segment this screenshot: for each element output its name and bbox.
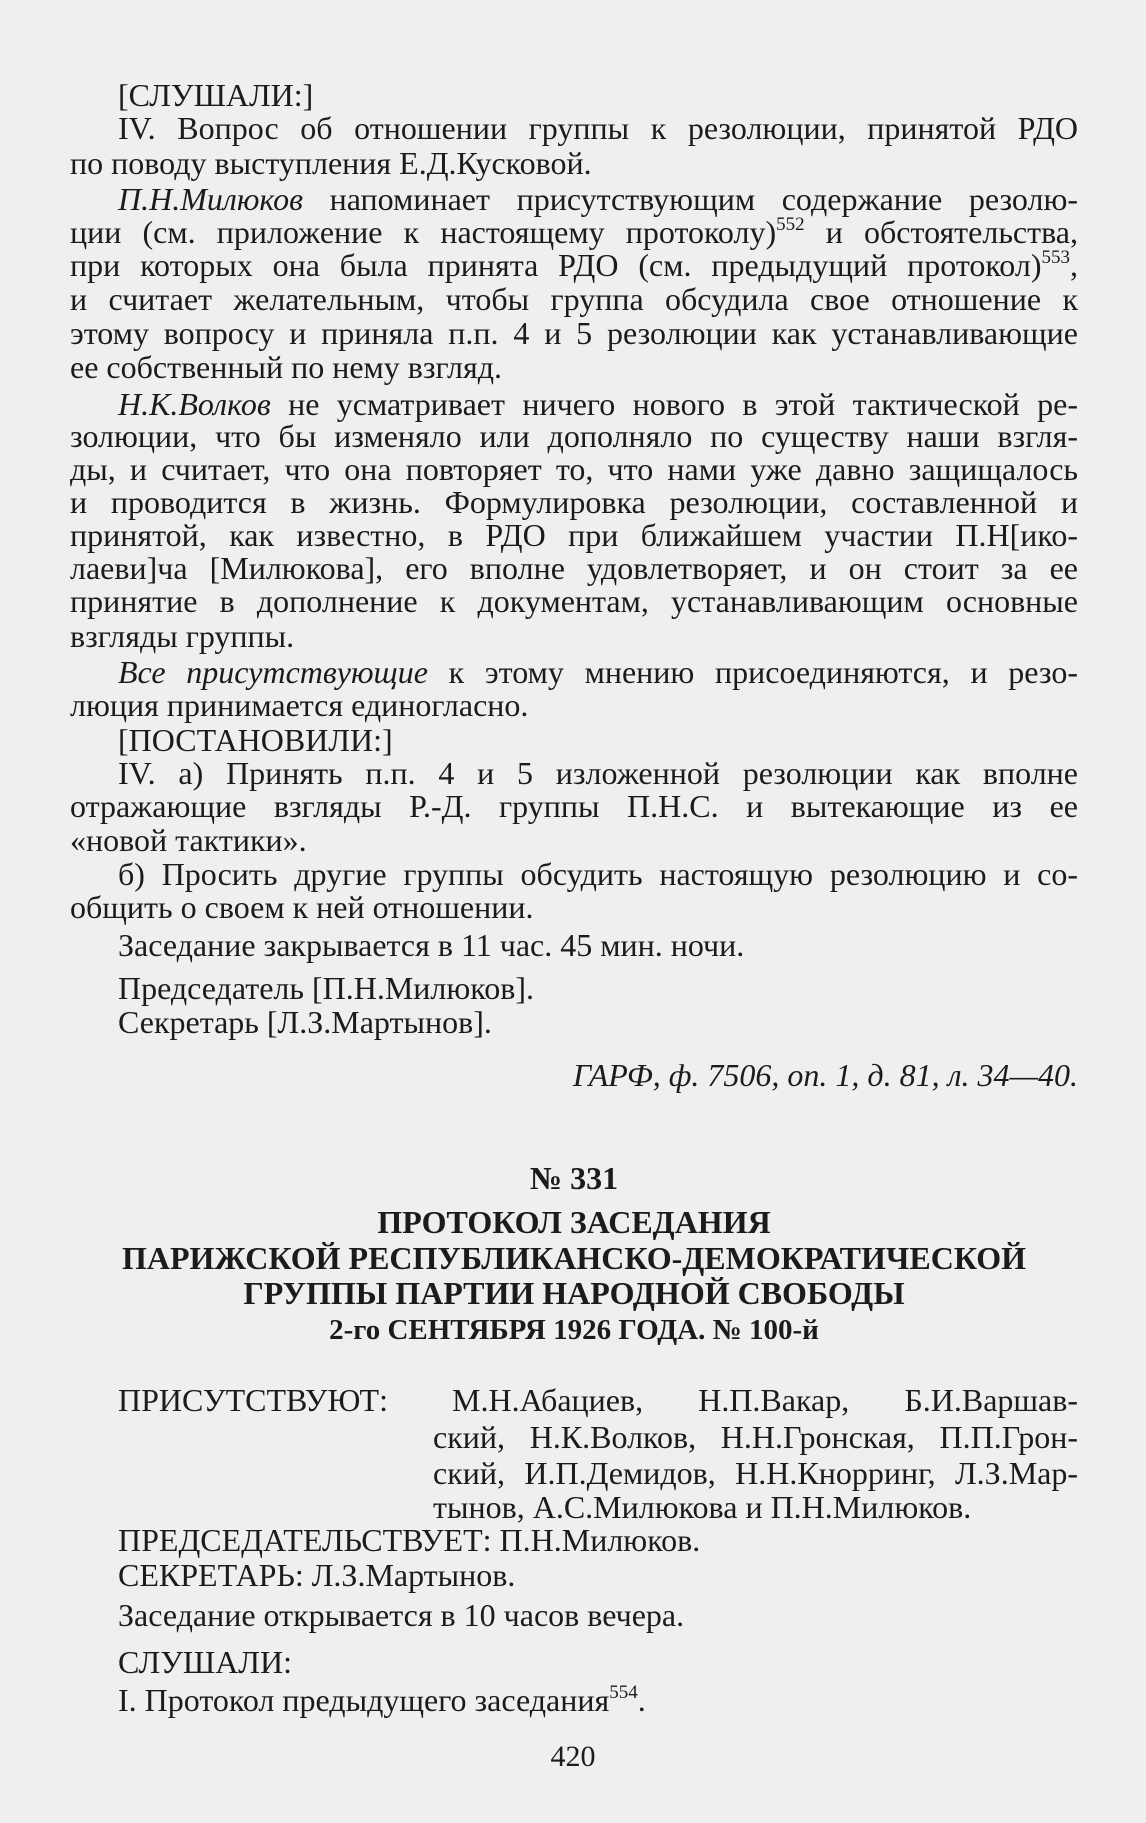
text-line [118,654,1078,690]
italic-text: Н.К.Волков [118,386,271,422]
text-span: IV. Вопрос об отношении группы к резолюции, принятой РДО [118,110,1078,146]
present-label: ПРИСУТСТВУЮТ: [118,1382,388,1418]
text-span: «новой тактики». [70,822,307,858]
text-line [70,418,1078,454]
italic-text: Все присутствующие [118,654,428,690]
text-span: Заседание закрывается в 11 час. 45 мин. ночи. [118,927,745,963]
text-span: по поводу выступления Е.Д.Кусковой. [70,145,592,181]
text-line [70,145,1078,181]
text-span: напоминает присутствующим содержание резолю- [303,181,1078,217]
text-span: ГРУППЫ ПАРТИИ НАРОДНОЙ СВОБОДЫ [243,1275,905,1311]
text-line [118,77,1078,113]
text-line [118,1644,1078,1680]
text-span: ский, И.П.Демидов, Н.Н.Кнорринг, Л.З.Мар- [433,1455,1078,1491]
text-span: и проводится в жизнь. Формулировка резолюции, составленной и [70,484,1078,520]
text-span: Заседание открывается в 10 часов вечера. [118,1597,685,1633]
text-span: № 331 [529,1160,619,1196]
text-span: золюции, что бы изменяло или дополняло по существу наши взгля- [70,418,1078,454]
text-span: этому вопросу и приняла п.п. 4 и 5 резолюции как устанавливающие [70,315,1078,351]
text-span: ее собственный по нему взгляд. [70,349,502,385]
page-number: 420 [550,1740,596,1773]
text-line [70,687,1078,723]
text-span: принятие в дополнение к документам, устанавливающим основные [70,583,1078,619]
text-span: I. Протокол предыдущего заседания [118,1682,610,1718]
text-line [70,349,1078,385]
text-line [70,822,1078,858]
document-heading-line [70,1275,1078,1311]
text-span: и обстоятельства, [804,214,1079,250]
text-line [118,1557,1078,1593]
text-span: , [1070,247,1078,283]
text-span: ды, и считает, что она повторяет то, что нами уже давно защищалось [70,451,1078,487]
italic-text: ГАРФ, ф. 7506, оп. 1, д. 81, л. 34—40. [572,1057,1078,1093]
text-line [70,583,1078,619]
text-span: б) Просить другие группы обсудить настоящую резолюцию и со- [118,856,1078,892]
text-line [118,386,1078,422]
text-line [70,484,1078,520]
text-span: Председатель [П.Н.Милюков]. [118,970,534,1006]
text-span: СЕКРЕТАРЬ: Л.З.Мартынов. [118,1557,516,1593]
text-line [70,451,1078,487]
text-line [118,927,1078,963]
footnote-ref[interactable]: 552 [776,214,805,235]
text-span: ский, Н.К.Волков, Н.Н.Гронская, П.П.Грон- [433,1419,1078,1455]
text-span: М.Н.Абациев, Н.П.Вакар, Б.И.Варшав- [452,1382,1078,1418]
document-heading-line [70,1204,1078,1240]
text-line [70,889,1078,925]
text-span: ции (см. приложение к настоящему протоколу) [70,214,777,250]
text-span: и считает желательным, чтобы группа обсудила свое отношение к [70,281,1078,317]
text-line [70,618,1078,654]
text-line [118,110,1078,146]
text-span: ПРОТОКОЛ ЗАСЕДАНИЯ [377,1204,771,1240]
text-span: люция принимается единогласно. [70,687,529,723]
text-span: принятой, как известно, в РДО при ближайшем участии П.Н[ико- [70,517,1078,553]
text-span: 2-го СЕНТЯБРЯ 1926 ГОДА. № 100-й [329,1314,819,1346]
document-heading-line [70,1312,1078,1348]
text-span: . [637,1682,646,1718]
text-span: ПРЕДСЕДАТЕЛЬСТВУЕТ: П.Н.Милюков. [118,1522,701,1558]
text-line [118,1522,1078,1558]
text-line [118,970,1078,1006]
document-heading-line [70,1160,1078,1196]
text-line [70,281,1078,317]
text-line [70,247,1078,283]
footnote-ref[interactable]: 554 [609,1682,638,1703]
document-heading-line [70,1240,1078,1276]
text-span: IV. а) Принять п.п. 4 и 5 изложенной резолюции как вполне [118,755,1078,791]
text-line [118,181,1078,217]
text-line [118,1682,1078,1718]
text-span: [СЛУШАЛИ:] [118,77,314,113]
text-line [70,214,1078,250]
text-span: ПАРИЖСКОЙ РЕСПУБЛИКАНСКО-ДЕМОКРАТИЧЕСКОЙ [121,1240,1027,1276]
text-line [118,1004,1078,1040]
text-span: СЛУШАЛИ: [118,1644,292,1680]
text-line [70,1057,1078,1093]
text-span: не усматривает ничего нового в этой тактической ре- [270,386,1078,422]
text-line [118,1597,1078,1633]
text-line [70,315,1078,351]
text-line [70,550,1078,586]
text-line [452,1382,1078,1418]
text-line [118,755,1078,791]
text-span: отражающие взгляды Р.-Д. группы П.Н.С. и вытекающие из ее [70,788,1078,824]
footnote-ref[interactable]: 553 [1041,247,1070,268]
text-span: при которых она была принята РДО (см. предыдущий протокол) [70,247,1042,283]
text-line [433,1419,1078,1455]
text-span: тынов, А.С.Милюкова и П.Н.Милюков. [433,1489,972,1525]
text-line [118,856,1078,892]
text-span: к этому мнению присоединяются, и резо- [427,654,1078,690]
text-span: [ПОСТАНОВИЛИ:] [118,722,393,758]
text-line [70,517,1078,553]
text-span: общить о своем к ней отношении. [70,889,534,925]
text-line [70,788,1078,824]
text-span: взгляды группы. [70,618,295,654]
text-line [433,1455,1078,1491]
text-line [118,722,1078,758]
italic-text: П.Н.Милюков [118,181,304,217]
text-line [433,1489,1078,1525]
text-span: Секретарь [Л.З.Мартынов]. [118,1004,492,1040]
text-span: лаеви]ча [Милюкова], его вполне удовлетворяет, и он стоит за ее [70,550,1078,586]
